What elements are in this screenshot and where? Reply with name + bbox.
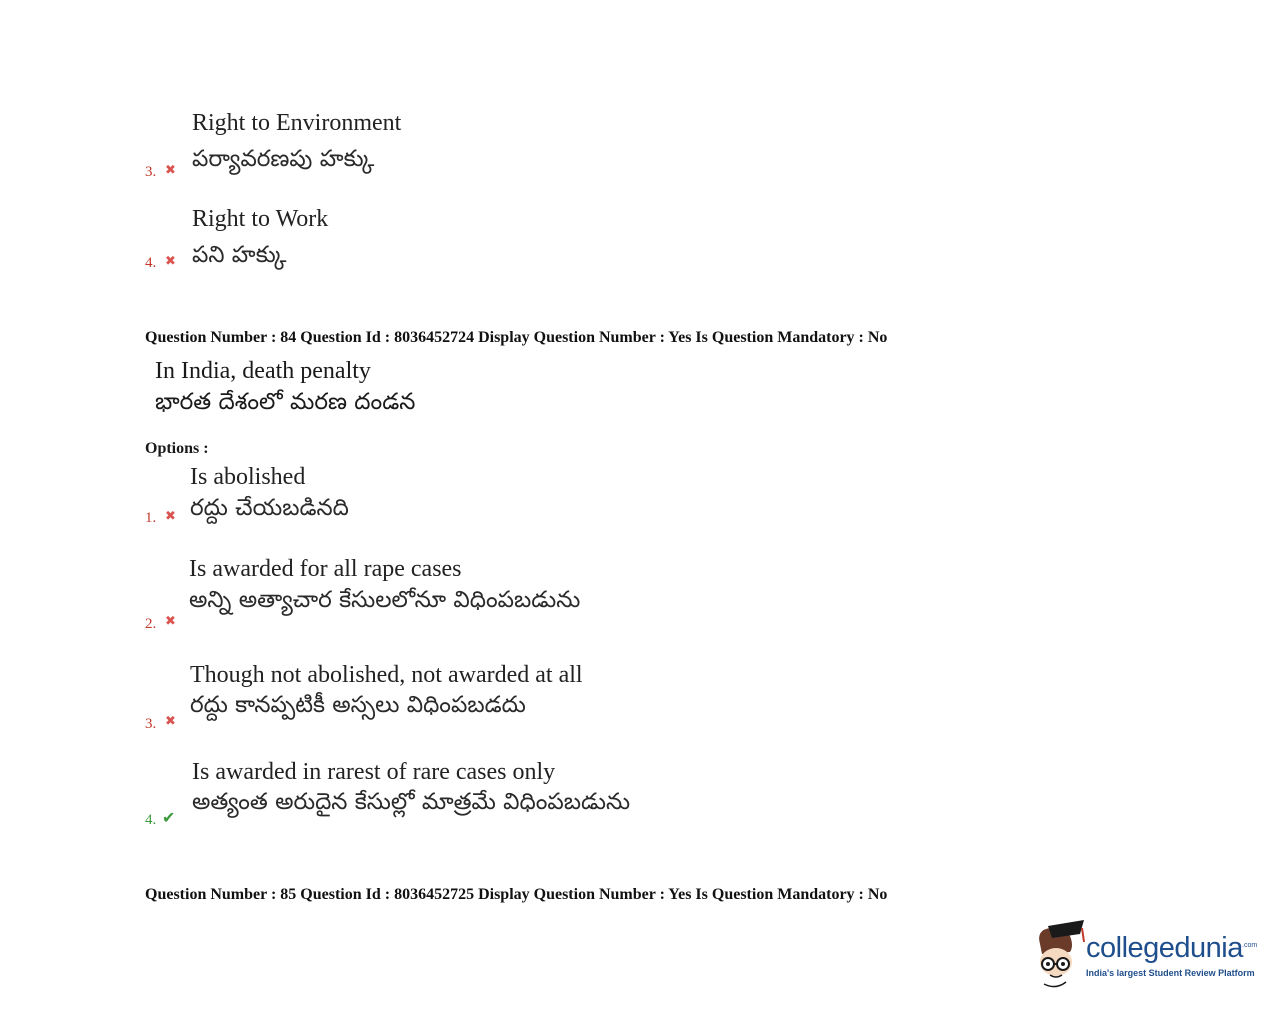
question-84-text bbox=[155, 358, 415, 421]
brand-tagline: India's largest Student Review Platform bbox=[1086, 968, 1255, 978]
option-text-te: అత్యంత అరుదైన కేసుల్లో మాత్రమే విధింపబడును bbox=[192, 789, 631, 815]
option-text-en: Is abolished bbox=[190, 464, 306, 490]
option-text-te: రద్దు కానప్పటికీ అస్సలు విధింపబడదు bbox=[190, 692, 526, 718]
option-text-en: Right to Environment bbox=[192, 110, 402, 136]
question-84-header: Question Number : 84 Question Id : 8036452724 Display Question Number : Yes Is Question Mandatory : No bbox=[145, 329, 888, 346]
option-number: 2. bbox=[145, 616, 157, 632]
cross-icon: ✖ bbox=[165, 253, 176, 268]
option-text-en: Is awarded for all rape cases bbox=[189, 556, 462, 582]
collegedunia-logo bbox=[1026, 918, 1266, 990]
question-text-en: In India, death penalty bbox=[155, 358, 371, 384]
check-icon: ✔ bbox=[162, 810, 176, 827]
cross-icon: ✖ bbox=[165, 162, 176, 177]
option-text-te: పర్యావరణపు హక్కు bbox=[192, 146, 375, 172]
cross-icon: ✖ bbox=[165, 613, 176, 628]
question-85-header: Question Number : 85 Question Id : 8036452725 Display Question Number : Yes Is Question Mandatory : No bbox=[145, 886, 888, 903]
option-text-te: పని హక్కు bbox=[192, 242, 287, 268]
brand-name: collegedunia bbox=[1086, 932, 1243, 964]
options-label: Options : bbox=[145, 440, 209, 457]
mascot-icon bbox=[1026, 918, 1086, 990]
cross-icon: ✖ bbox=[165, 508, 176, 523]
option-text-en: Though not abolished, not awarded at all bbox=[190, 662, 583, 688]
question-text-te: భారత దేశంలో మరణ దండన bbox=[155, 389, 416, 415]
option-number: 3. bbox=[145, 164, 157, 180]
option-number: 4. bbox=[145, 255, 157, 271]
brand-domain: .com bbox=[1242, 942, 1258, 949]
option-text-en: Right to Work bbox=[192, 206, 329, 232]
option-text-te: రద్దు చేయబడినది bbox=[190, 495, 349, 521]
option-number: 3. bbox=[145, 716, 157, 732]
option-text-en: Is awarded in rarest of rare cases only bbox=[192, 759, 556, 785]
option-text-te: అన్ని అత్యాచార కేసులలోనూ విధింపబడును bbox=[189, 587, 581, 613]
option-number: 1. bbox=[145, 510, 157, 526]
cross-icon: ✖ bbox=[165, 713, 176, 728]
option-number: 4. bbox=[145, 812, 157, 828]
